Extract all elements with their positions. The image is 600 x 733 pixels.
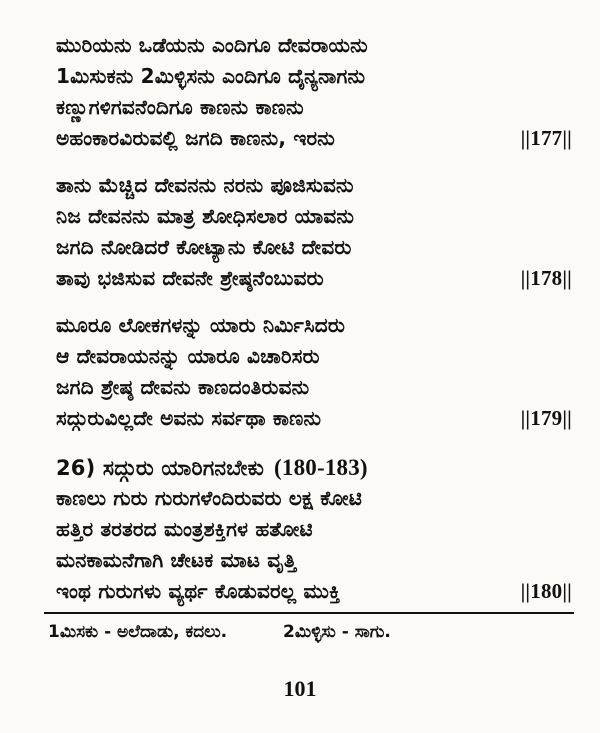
section-range: (180-183) xyxy=(274,455,368,480)
verse-line: ನಿಜ ದೇವನನು ಮಾತ್ರ ಶೋಧಿಸಲಾರ ಯಾವನು xyxy=(56,204,355,228)
stanza-177 xyxy=(56,30,576,154)
section-heading-text: 26) ಸದ್ಗುರು ಯಾರಿಗನಬೇಕು xyxy=(56,456,265,480)
verse-line: 1ಮಿಸುಕನು 2ಮಿಳ್ಳಿಸನು ಎಂದಿಗೂ ದೈನ್ಯನಾಗನು xyxy=(56,64,366,88)
stanza-179 xyxy=(56,310,576,434)
verse-text: ತಾವು ಭಜಿಸುವ ದೇವನೇ ಶ್ರೇಷ್ಠನೆಂಬುವರು xyxy=(56,266,324,290)
verse-line: ತಾನು ಮೆಚ್ಚಿದ ದೇವನನು ನರನು ಪೂಜಿಸುವನು xyxy=(56,173,354,197)
footnote-divider xyxy=(44,612,574,614)
verse-text: ಸದ್ಗುರುವಿಲ್ಲದೇ ಅವನು ಸರ್ವಥಾ ಕಾಣನು xyxy=(56,406,322,430)
footnote-1: 1ಮಿಸಕು - ಅಲೆದಾಡು, ಕದಲು. xyxy=(48,622,228,642)
stanza-178 xyxy=(56,170,576,294)
verse-number: ||180|| xyxy=(520,579,572,603)
footnotes xyxy=(48,622,568,642)
verse-line: ಕಾಣಲು ಗುರು ಗುರುಗಳೆಂದಿರುವರು ಲಕ್ಷ ಕೋಟಿ xyxy=(56,486,363,510)
page-number: 101 xyxy=(283,676,317,701)
section-heading xyxy=(56,452,576,483)
section-26 xyxy=(56,452,576,607)
verse-line: ಆ ದೇವರಾಯನನ್ನು ಯಾರೂ ವಿಚಾರಿಸರು xyxy=(56,344,320,368)
verse-line: ಜಗದಿ ನೋಡಿದರೆ ಕೋಟ್ಯಾನು ಕೋಟಿ ದೇವರು xyxy=(56,235,352,259)
verse-line: ಹತ್ತಿರ ತರತರದ ಮಂತ್ರಶಕ್ತಿಗಳ ಹತೋಟಿ xyxy=(56,517,313,541)
verse-line xyxy=(56,576,576,607)
verse-line xyxy=(56,403,576,434)
verse-line: ಮೂರೂ ಲೋಕಗಳನ್ನು ಯಾರು ನಿರ್ಮಿಸಿದರು xyxy=(56,313,346,337)
verse-line xyxy=(56,263,576,294)
verse-number: ||177|| xyxy=(520,126,572,150)
verse-text: ಅಹಂಕಾರವಿರುವಲ್ಲಿ ಜಗದಿ ಕಾಣನು, ಇರನು xyxy=(56,126,335,150)
verse-line xyxy=(56,123,576,154)
verse-text: ಇಂಥ ಗುರುಗಳು ವ್ಯರ್ಥ ಕೊಡುವರಲ್ಲ ಮುಕ್ತಿ xyxy=(56,579,341,603)
verse-line: ಜಗದಿ ಶ್ರೇಷ್ಠ ದೇವನು ಕಾಣದಂತಿರುವನು xyxy=(56,375,310,399)
verse-line: ಮನಕಾಮನೆಗಾಗಿ ಚೇಟಕ ಮಾಟ ವೃತ್ತಿ xyxy=(56,548,297,572)
verse-line: ಮುರಿಯನು ಒಡೆಯನು ಎಂದಿಗೂ ದೇವರಾಯನು xyxy=(56,33,368,57)
verse-line: ಕಣ್ಣುಗಳಿಗವನೆಂದಿಗೂ ಕಾಣನು ಕಾಣನು xyxy=(56,95,304,119)
footnote-2: 2ಮಿಳ್ಳಿಸು - ಸಾಗು. xyxy=(282,622,391,642)
verse-number: ||179|| xyxy=(520,406,572,430)
verse-number: ||178|| xyxy=(520,266,572,290)
